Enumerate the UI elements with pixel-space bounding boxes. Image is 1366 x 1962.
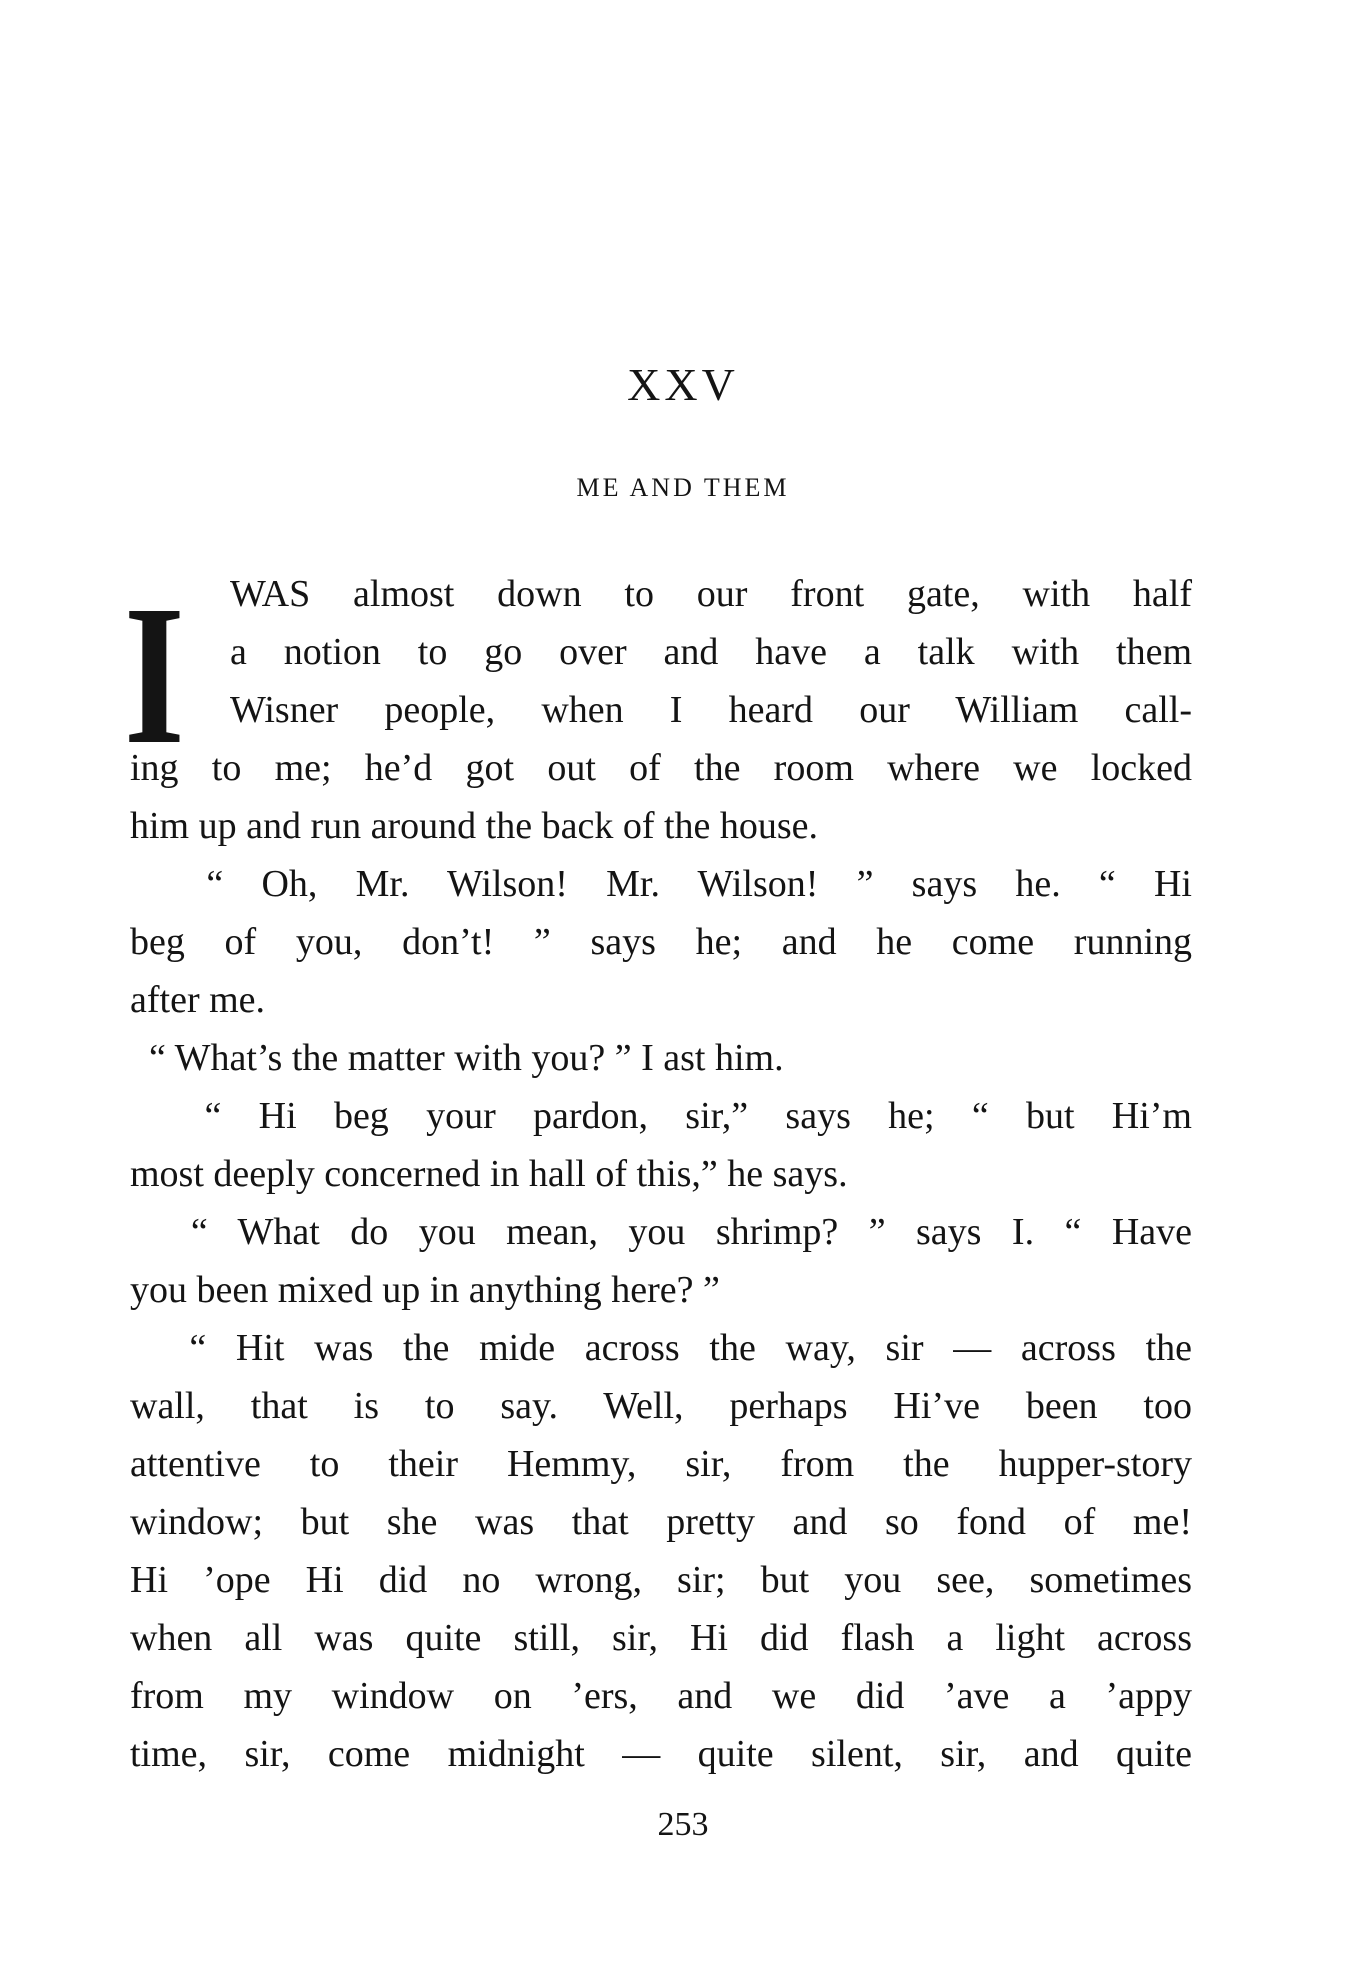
text-line: beg of you, don’t! ” says he; and he come running [130, 921, 1192, 963]
body-text [130, 565, 1192, 1783]
text-line: ing to me; he’d got out of the room where we locked [130, 747, 1192, 789]
text-line: window; but she was that pretty and so fond of me! [130, 1501, 1192, 1543]
text-line: Wisner people, when I heard our William call- [230, 689, 1192, 731]
text-line: “ Hi beg your pardon, sir,” says he; “ but Hi’m [130, 1095, 1192, 1137]
text-line: time, sir, come midnight — quite silent, sir, and quite [130, 1733, 1192, 1775]
text-line: attentive to their Hemmy, sir, from the hupper-story [130, 1443, 1192, 1485]
drop-cap: I [124, 565, 185, 786]
text-line: him up and run around the back of the house. [130, 805, 819, 847]
text-line: “ Hit was the mide across the way, sir — across the [130, 1327, 1192, 1369]
chapter-number: XXV [627, 359, 739, 410]
text-line: wall, that is to say. Well, perhaps Hi’ve been too [130, 1385, 1192, 1427]
text-line: you been mixed up in anything here? ” [130, 1269, 720, 1311]
text-line: when all was quite still, sir, Hi did flash a light across [130, 1617, 1192, 1659]
text-line: “ What do you mean, you shrimp? ” says I. “ Have [130, 1211, 1192, 1253]
chapter-title: ME AND THEM [576, 473, 790, 502]
text-line: most deeply concerned in hall of this,” he says. [130, 1153, 848, 1195]
text-line: “ Oh, Mr. Wilson! Mr. Wilson! ” says he. “ Hi [130, 863, 1192, 905]
text-line: Hi ’ope Hi did no wrong, sir; but you see, sometimes [130, 1559, 1192, 1601]
text-line: after me. [130, 979, 266, 1021]
text-line: WAS almost down to our front gate, with half [230, 573, 1192, 615]
page-number: 253 [657, 1806, 709, 1843]
text-line: “ What’s the matter with you? ” I ast him. [130, 1037, 784, 1079]
text-line: a notion to go over and have a talk with them [230, 631, 1192, 673]
text-line: from my window on ’ers, and we did ’ave a ’appy [130, 1675, 1192, 1717]
